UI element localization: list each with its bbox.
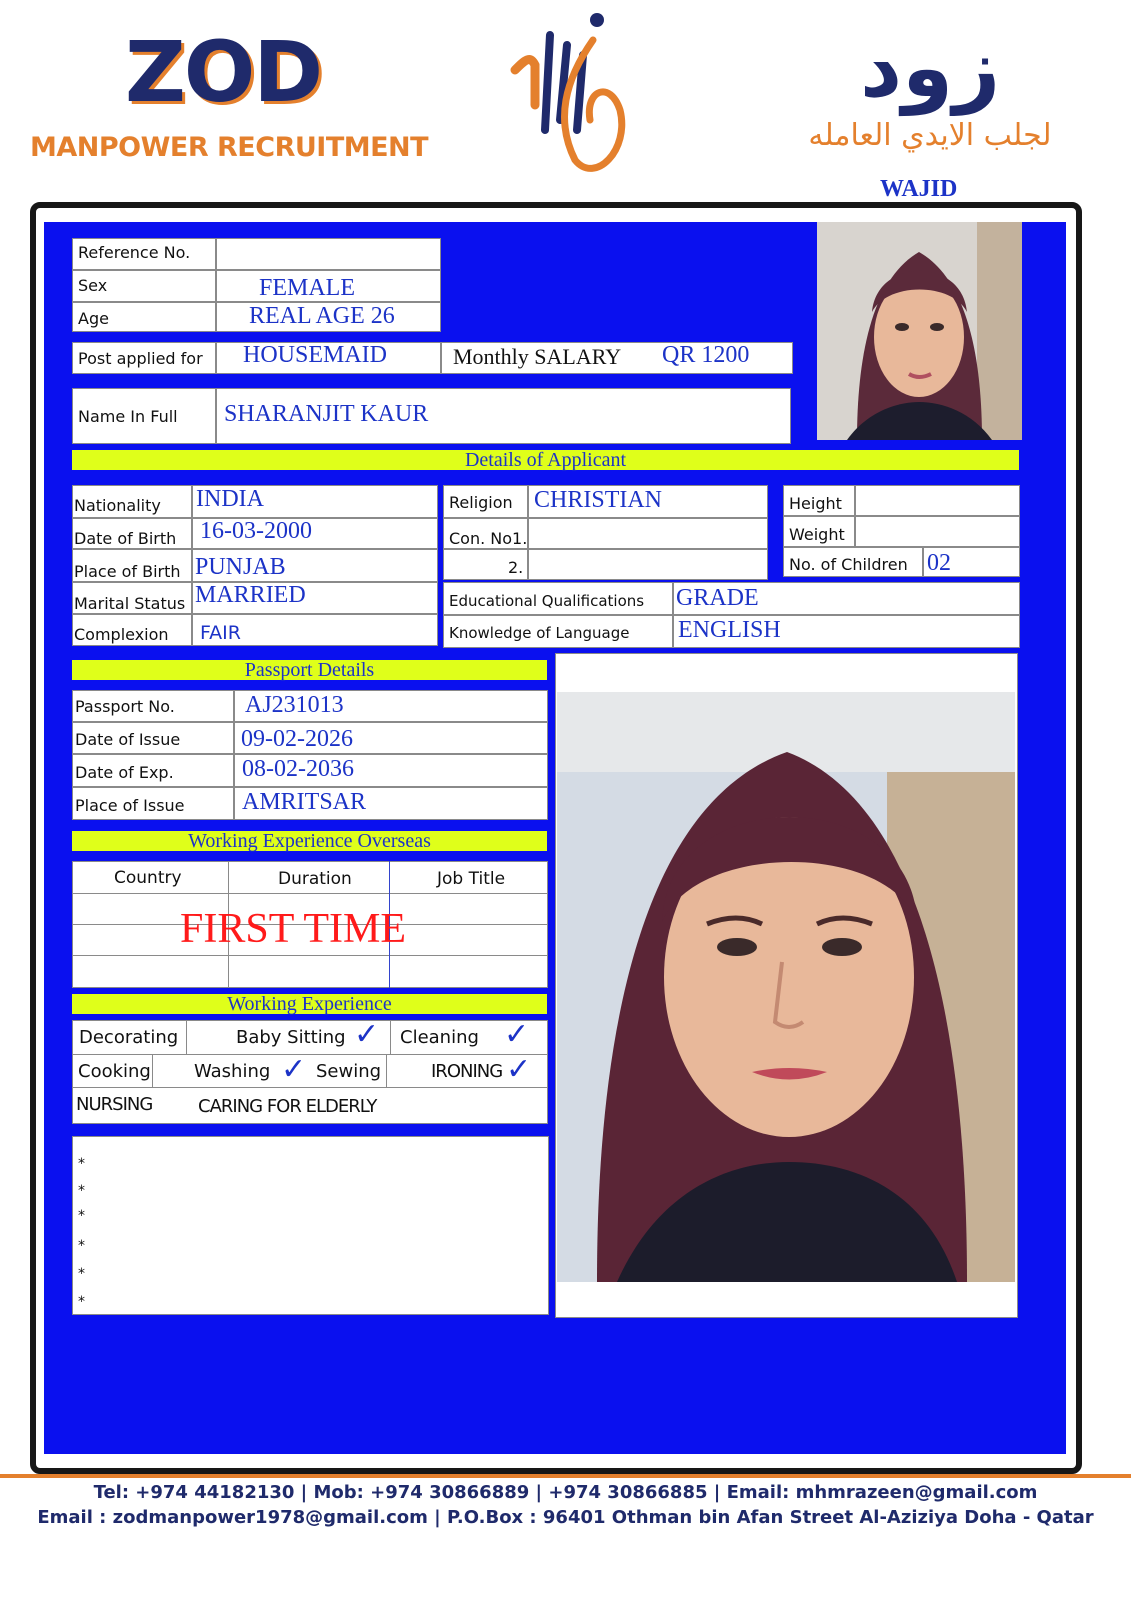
- dob-value: 16-03-2000: [200, 518, 312, 544]
- passport-no-value: AJ231013: [245, 692, 344, 718]
- notes-bullet: *: [78, 1294, 85, 1310]
- language-label: Knowledge of Language: [449, 624, 630, 642]
- place-value: AMRITSAR: [242, 789, 367, 815]
- brand-logo-arabic: زود: [860, 21, 1001, 116]
- exp-nursing: NURSING: [76, 1094, 153, 1115]
- dob-label: Date of Birth: [74, 529, 177, 548]
- sex-label: Sex: [78, 276, 108, 295]
- overseas-col-duration: Duration: [278, 869, 352, 889]
- exp-cleaning: Cleaning: [400, 1027, 479, 1048]
- issue-value: 09-02-2026: [241, 726, 353, 752]
- notes-bullet: *: [78, 1208, 85, 1224]
- education-value: GRADE: [676, 585, 759, 611]
- exp-cooking: Cooking: [78, 1061, 151, 1082]
- notes-box: [72, 1136, 549, 1315]
- overseas-row-divider: [72, 955, 548, 956]
- age-label: Age: [78, 309, 109, 328]
- passport-header: Passport Details: [72, 660, 547, 680]
- experience-col-divider: [386, 1054, 387, 1087]
- sex-value: FEMALE: [259, 275, 355, 301]
- passport-no-label: Passport No.: [75, 697, 175, 716]
- check-icon: ✓: [354, 1017, 380, 1052]
- footer-contact-line1: Tel: +974 44182130 | Mob: +974 30866889 | +974 30866885 | Email: mhmrazeen@gmail.com: [93, 1482, 1038, 1503]
- experience-row-divider: [72, 1054, 548, 1055]
- exp-decorating: Decorating: [79, 1027, 179, 1048]
- weight-value-cell: [855, 516, 1020, 547]
- exp-sewing: Sewing: [316, 1061, 382, 1082]
- language-value: ENGLISH: [678, 617, 781, 643]
- exp-ironing: IRONING: [431, 1061, 503, 1082]
- notes-bullet: *: [78, 1266, 85, 1282]
- brand-emblem-icon: [505, 10, 645, 180]
- brand-tagline-arabic: لجلب الايدي العامله: [808, 118, 1052, 153]
- con2-value-cell: [528, 549, 768, 580]
- footer-divider: [0, 1474, 1131, 1478]
- applicant-photo-large: [557, 692, 1015, 1282]
- con1-label: Con. No1.: [449, 529, 528, 548]
- overseas-row-divider: [72, 893, 548, 894]
- notes-bullet: *: [78, 1156, 85, 1172]
- experience-row-divider: [72, 1087, 548, 1088]
- education-label: Educational Qualifications: [449, 592, 645, 610]
- nationality-value: INDIA: [196, 486, 264, 512]
- overseas-col-job: Job Title: [437, 869, 506, 889]
- notes-bullet: *: [78, 1238, 85, 1254]
- marital-label: Marital Status: [74, 594, 186, 613]
- name-label: Name In Full: [78, 407, 178, 426]
- religion-value: CHRISTIAN: [534, 487, 663, 513]
- overseas-col-country: Country: [114, 868, 182, 888]
- check-icon: ✓: [281, 1052, 307, 1087]
- children-label: No. of Children: [789, 555, 908, 574]
- weight-label: Weight: [789, 525, 845, 544]
- post-value: HOUSEMAID: [243, 342, 387, 368]
- agent-name: WAJID: [880, 176, 958, 202]
- details-header: Details of Applicant: [72, 450, 1019, 470]
- exp-washing: Washing: [194, 1061, 271, 1082]
- children-value: 02: [927, 550, 951, 576]
- complexion-value: FAIR: [200, 622, 241, 644]
- notes-bullet: *: [78, 1183, 85, 1199]
- post-label: Post applied for: [78, 349, 203, 368]
- complexion-label: Complexion: [74, 625, 169, 644]
- check-icon: ✓: [504, 1017, 530, 1052]
- age-value: REAL AGE 26: [249, 303, 395, 329]
- footer-contact-line2: Email : zodmanpower1978@gmail.com | P.O.Box : 96401 Othman bin Afan Street Al-Aziziya Doha - Qatar: [37, 1507, 1094, 1528]
- applicant-photo-small: [817, 222, 1022, 440]
- religion-label: Religion: [449, 493, 513, 512]
- nationality-label: Nationality: [74, 496, 161, 515]
- overseas-header: Working Experience Overseas: [72, 831, 547, 851]
- brand-logo-text: ZOD: [125, 23, 322, 121]
- place-label: Place of Issue: [75, 796, 185, 815]
- name-value: SHARANJIT KAUR: [224, 401, 429, 427]
- first-time-note: FIRST TIME: [180, 906, 406, 952]
- height-value-cell: [855, 485, 1020, 516]
- check-icon: ✓: [506, 1052, 532, 1087]
- exp-label: Date of Exp.: [75, 763, 174, 782]
- reference-value-cell: [216, 238, 441, 270]
- salary-label: Monthly SALARY: [453, 344, 622, 369]
- experience-header: Working Experience: [72, 994, 547, 1014]
- reference-label: Reference No.: [78, 243, 191, 262]
- brand-tagline: MANPOWER RECRUITMENT: [30, 132, 429, 163]
- pob-label: Place of Birth: [74, 562, 181, 581]
- experience-col-divider: [152, 1054, 153, 1087]
- exp-caring: CARING FOR ELDERLY: [198, 1096, 377, 1117]
- con1-value-cell: [528, 518, 768, 549]
- con2-label: 2.: [508, 558, 524, 577]
- height-label: Height: [789, 494, 842, 513]
- marital-value: MARRIED: [195, 582, 306, 608]
- experience-col-divider: [186, 1020, 187, 1054]
- exp-baby-sitting: Baby Sitting: [236, 1027, 346, 1048]
- experience-col-divider: [390, 1020, 391, 1054]
- exp-value: 08-02-2036: [242, 756, 354, 782]
- salary-value: QR 1200: [662, 342, 750, 368]
- issue-label: Date of Issue: [75, 730, 181, 749]
- pob-value: PUNJAB: [195, 554, 286, 580]
